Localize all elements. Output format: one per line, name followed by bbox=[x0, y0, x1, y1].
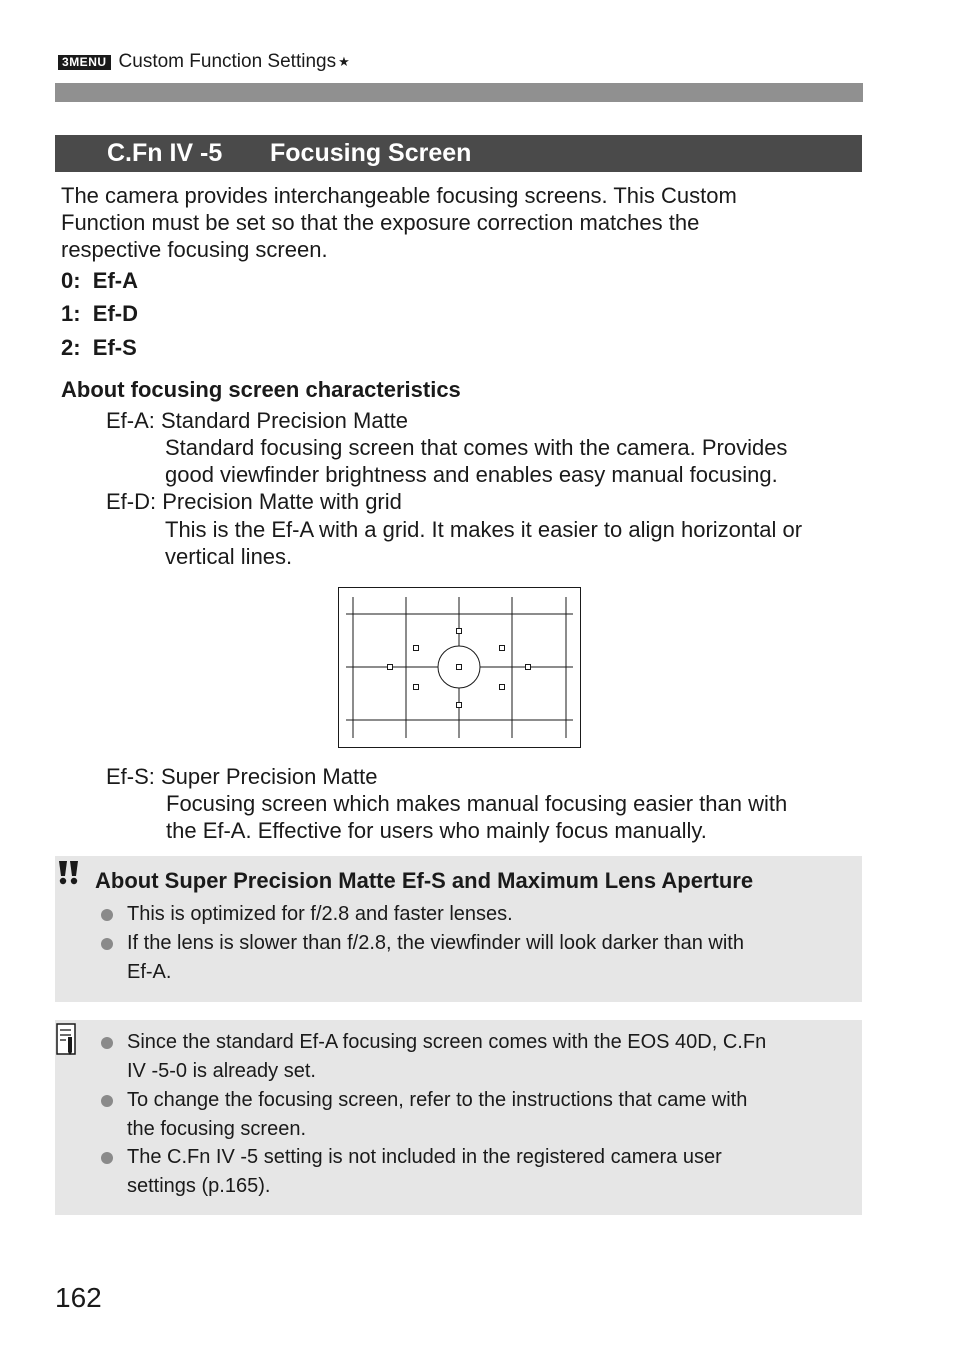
option-2: 2: Ef-S bbox=[61, 335, 137, 360]
caution-title: About Super Precision Matte Ef-S and Maximum Lens Aperture bbox=[95, 868, 754, 893]
efs-desc-line: the Ef-A. Effective for users who mainly focus manually. bbox=[166, 818, 707, 843]
note-line: To change the focusing screen, refer to the instructions that came with bbox=[127, 1089, 748, 1111]
caution-icon bbox=[53, 860, 84, 886]
focusing-screen-grid-illustration bbox=[338, 587, 581, 748]
note-line: the focusing screen. bbox=[127, 1118, 306, 1140]
note-icon bbox=[55, 1022, 79, 1056]
function-name: Focusing Screen bbox=[270, 139, 472, 167]
caution-line: Ef-A. bbox=[127, 961, 172, 983]
bullet-icon bbox=[101, 1095, 113, 1107]
efa-title: Ef-A: Standard Precision Matte bbox=[106, 408, 409, 433]
section-title-bar bbox=[55, 135, 862, 172]
efa-desc-line: Standard focusing screen that comes with the camera. Provides bbox=[165, 435, 788, 460]
efa-desc-line: good viewfinder brightness and enables easy manual focusing. bbox=[165, 462, 778, 487]
intro-line: respective focusing screen. bbox=[61, 237, 328, 262]
intro-line: Function must be set so that the exposure correction matches the bbox=[61, 210, 700, 235]
menu-icon: 3MENU bbox=[58, 55, 111, 70]
page-number: 162 bbox=[55, 1282, 102, 1313]
efd-desc-line: vertical lines. bbox=[165, 544, 293, 569]
star-icon: ★ bbox=[338, 54, 350, 69]
header-rule bbox=[55, 83, 863, 102]
efs-desc-line: Focusing screen which makes manual focusing easier than with bbox=[166, 791, 788, 816]
intro-line: The camera provides interchangeable focusing screens. This Custom bbox=[61, 183, 737, 208]
note-line: The C.Fn IV -5 setting is not included in the registered camera user bbox=[127, 1146, 722, 1168]
running-header bbox=[58, 50, 350, 74]
efs-title: Ef-S: Super Precision Matte bbox=[106, 764, 378, 789]
function-number: C.Fn IV -5 bbox=[107, 139, 223, 167]
bullet-icon bbox=[101, 1037, 113, 1049]
option-1: 1: Ef-D bbox=[61, 301, 138, 326]
efd-desc-line: This is the Ef-A with a grid. It makes it easier to align horizontal or bbox=[165, 517, 803, 542]
bullet-icon bbox=[101, 938, 113, 950]
note-line: settings (p.165). bbox=[127, 1175, 271, 1197]
efd-title: Ef-D: Precision Matte with grid bbox=[106, 489, 402, 514]
note-line: Since the standard Ef-A focusing screen comes with the EOS 40D, C.Fn bbox=[127, 1031, 767, 1053]
caution-line: This is optimized for f/2.8 and faster lenses. bbox=[127, 903, 513, 925]
bullet-icon bbox=[101, 1152, 113, 1164]
option-0: 0: Ef-A bbox=[61, 268, 138, 293]
section-name: Custom Function Settings bbox=[118, 51, 337, 72]
caution-line: If the lens is slower than f/2.8, the viewfinder will look darker than with bbox=[127, 932, 744, 954]
about-heading: About focusing screen characteristics bbox=[61, 377, 461, 402]
bullet-icon bbox=[101, 909, 113, 921]
note-line: IV -5-0 is already set. bbox=[127, 1060, 316, 1082]
